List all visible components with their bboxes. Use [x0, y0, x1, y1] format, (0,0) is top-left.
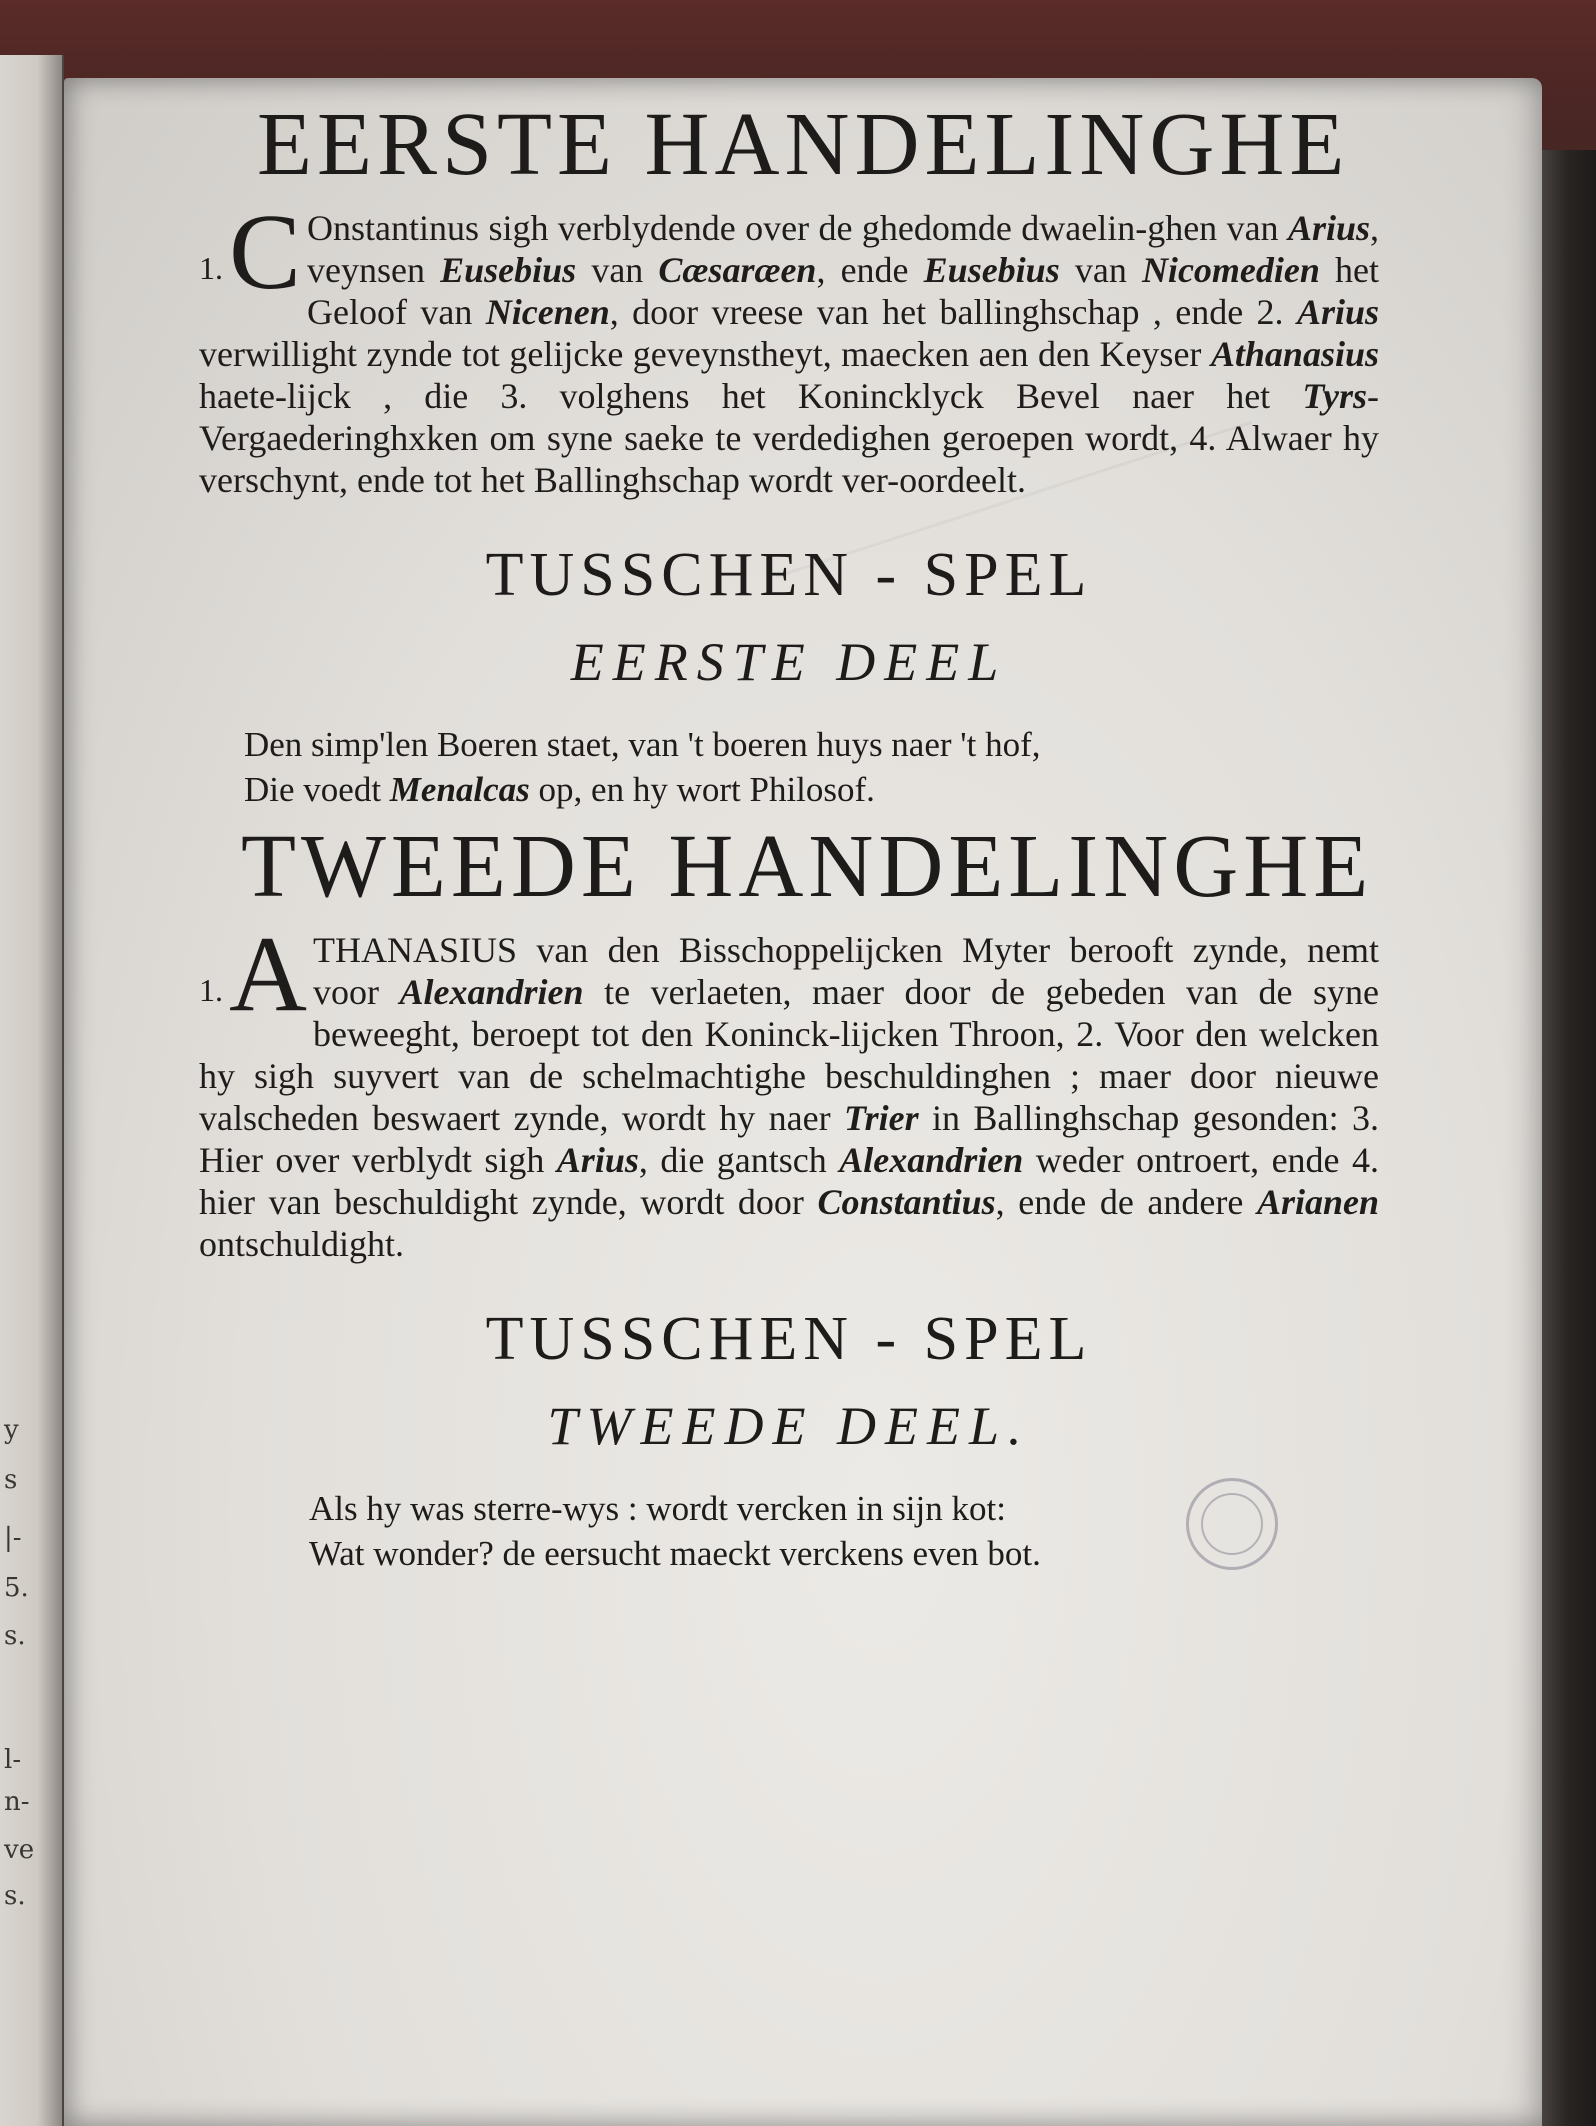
- summary-text: THANASIUS van den Bisschoppelijcken Myter berooft zynde, nemt voor: [313, 929, 1379, 1012]
- summary-name: Trier: [843, 1097, 919, 1138]
- summary-name: Nicomedien: [1141, 249, 1320, 290]
- summary-text: -Vergaederinghxken om syne saeke te verdedighen geroepen wordt, 4. Alwaer hy verschynt, ende tot het Ballinghschap wordt ver-oordeelt.: [199, 375, 1379, 500]
- summary-text: weder ontroert, ende 4. hier van beschuldight zynde, wordt door: [199, 1139, 1380, 1222]
- act1-dropcap: C: [229, 192, 302, 312]
- summary-name: Alexandrien: [839, 1139, 1024, 1180]
- verse-line: [244, 767, 1379, 812]
- interlude1-title: TUSSCHEN - SPEL: [485, 540, 1093, 609]
- summary-text: haete-lijck , die 3. volghens het Konincklyck Bevel naer het: [199, 375, 1303, 416]
- summary-text: van: [1059, 249, 1142, 290]
- summary-name: Constantius: [817, 1181, 996, 1222]
- act1-lead-number: 1.: [199, 249, 223, 286]
- summary-name: Eusebius: [440, 249, 577, 290]
- margin-fragment: s.: [4, 1621, 26, 1651]
- summary-name: Alexandrien: [399, 971, 584, 1012]
- margin-fragment: ve: [4, 1835, 35, 1865]
- verse-line: Wat wonder? de eersucht maeckt verckens even bot.: [309, 1534, 1041, 1574]
- summary-name: Arianen: [1256, 1181, 1379, 1222]
- summary-name: Tyrs: [1302, 375, 1367, 416]
- summary-text: , ende de andere: [995, 1181, 1257, 1222]
- summary-text: , veynsen: [307, 207, 1379, 290]
- summary-text: , ende: [816, 249, 924, 290]
- summary-text: in Ballinghschap gesonden: 3. Hier over verblydt sigh: [199, 1097, 1380, 1180]
- margin-fragment: l-: [4, 1745, 22, 1775]
- summary-name: Athanasius: [1210, 333, 1379, 374]
- verse-name: Menalcas: [389, 770, 530, 810]
- interlude2-title: TUSSCHEN - SPEL: [485, 1304, 1093, 1373]
- margin-fragment: s.: [4, 1881, 26, 1911]
- previous-page-edge: [0, 55, 64, 2126]
- right-page-edge: [1536, 150, 1596, 2126]
- interlude1-part: EERSTE DEEL: [570, 631, 1008, 692]
- interlude1-verse: [244, 722, 1379, 812]
- margin-fragment: 5.: [4, 1573, 29, 1603]
- summary-name: Eusebius: [923, 249, 1060, 290]
- book-page: [64, 78, 1542, 2126]
- summary-name: Arius: [556, 1139, 639, 1180]
- act2-lead-number: 1.: [199, 971, 223, 1008]
- verse-line: Als hy was sterre-wys : wordt vercken in sijn kot:: [309, 1489, 1006, 1529]
- interlude2-part: TWEEDE DEEL.: [547, 1395, 1031, 1456]
- act1-summary: [199, 192, 1380, 501]
- act2-title: TWEEDE HANDELINGHE: [241, 817, 1374, 917]
- summary-text: , door vreese van het ballinghschap , ende 2.: [609, 291, 1297, 332]
- summary-text: , die gantsch: [638, 1139, 840, 1180]
- margin-fragment: n-: [4, 1787, 30, 1817]
- act2-dropcap: A: [229, 914, 307, 1034]
- margin-fragment: |-: [4, 1523, 22, 1553]
- summary-name: Nicenen: [485, 291, 610, 332]
- act2-summary: [199, 914, 1380, 1265]
- verse-text: op, en hy wort Philosof.: [529, 770, 875, 810]
- library-stamp-icon: [1186, 1478, 1278, 1570]
- summary-text: van: [576, 249, 659, 290]
- act1-title: EERSTE HANDELINGHE: [257, 95, 1350, 194]
- verse-line: Den simp'len Boeren staet, van 't boeren huys naer 't hof,: [244, 725, 1041, 765]
- summary-text: verwillight zynde tot gelijcke geveynstheyt, maecken aen den Keyser: [199, 333, 1211, 374]
- summary-name: Arius: [1287, 207, 1370, 248]
- summary-name: Cæsaræen: [658, 249, 817, 290]
- margin-fragment: s: [4, 1465, 18, 1495]
- summary-text: het Geloof van: [307, 249, 1380, 332]
- summary-text: ontschuldight.: [199, 1223, 404, 1264]
- summary-text: te verlaeten, maer door de gebeden van de syne beweeght, beroept tot den Koninck-lijcken Throon, 2. Voor den welcken hy sigh suyvert van de schelmachtighe beschuldinghen ; maer door nieuwe valscheden beswaert zynde, wordt hy naer: [199, 971, 1379, 1138]
- page-content: [199, 95, 1380, 1576]
- verse-text: Die voedt: [244, 770, 390, 810]
- summary-text: Onstantinus sigh verblydende over de ghedomde dwaelin-ghen van: [307, 207, 1288, 248]
- summary-name: Arius: [1296, 291, 1379, 332]
- margin-fragment: y: [4, 1415, 19, 1445]
